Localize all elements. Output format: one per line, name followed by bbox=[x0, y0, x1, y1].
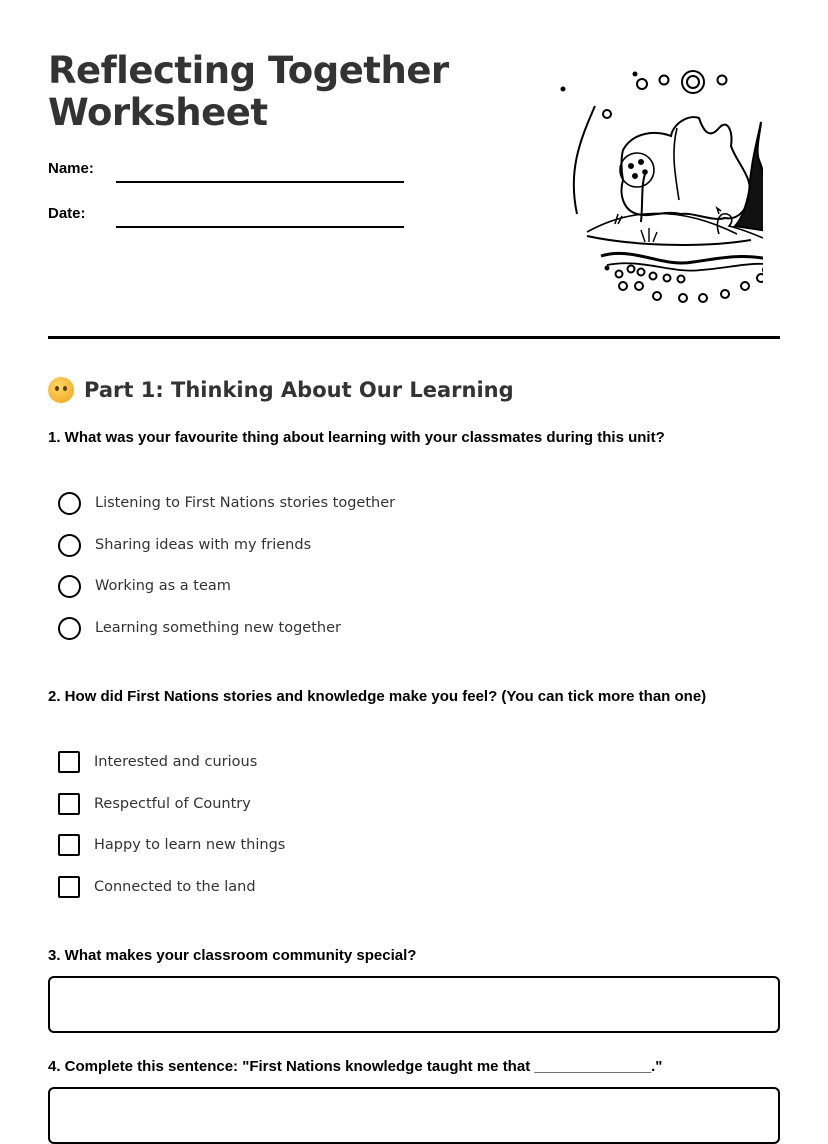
q2-option[interactable] bbox=[58, 750, 257, 774]
q3-answer-box[interactable] bbox=[48, 976, 780, 1033]
header-divider bbox=[48, 336, 780, 339]
checkbox[interactable] bbox=[58, 793, 80, 815]
q2-option[interactable] bbox=[58, 792, 251, 816]
name-field-row bbox=[48, 160, 408, 190]
worksheet-page bbox=[48, 0, 780, 1118]
option-label: Sharing ideas with my friends bbox=[95, 537, 312, 553]
question-1: 1. What was your favourite thing about learning with your classmates during this unit? bbox=[48, 429, 665, 446]
option-label: Respectful of Country bbox=[94, 796, 251, 812]
checkbox[interactable] bbox=[58, 834, 80, 856]
option-label: Working as a team bbox=[95, 578, 231, 594]
option-label: Listening to First Nations stories together bbox=[95, 495, 396, 511]
name-field[interactable] bbox=[116, 181, 404, 183]
q2-option[interactable] bbox=[58, 833, 285, 857]
country-landscape-illustration bbox=[523, 62, 763, 312]
option-label: Connected to the land bbox=[94, 879, 256, 895]
date-field-row bbox=[48, 205, 408, 235]
option-label: Happy to learn new things bbox=[94, 837, 286, 853]
thinking-face-icon bbox=[48, 377, 74, 403]
option-label: Learning something new together bbox=[95, 620, 341, 636]
question-4: 4. Complete this sentence: "First Nations knowledge taught me that ______________." bbox=[48, 1058, 663, 1075]
date-label: Date: bbox=[48, 205, 86, 222]
q4-answer-box[interactable] bbox=[48, 1087, 780, 1144]
radio-button[interactable] bbox=[58, 575, 81, 598]
radio-button[interactable] bbox=[58, 492, 81, 515]
worksheet-title bbox=[48, 50, 468, 134]
part1-heading bbox=[48, 375, 514, 405]
radio-button[interactable] bbox=[58, 534, 81, 557]
q1-option[interactable] bbox=[58, 616, 341, 640]
date-field[interactable] bbox=[116, 226, 404, 228]
question-2: 2. How did First Nations stories and knowledge make you feel? (You can tick more than one) bbox=[48, 688, 707, 705]
radio-button[interactable] bbox=[58, 617, 81, 640]
option-label: Interested and curious bbox=[94, 754, 258, 770]
name-label: Name: bbox=[48, 160, 94, 177]
title-line-2: Worksheet bbox=[48, 91, 268, 134]
checkbox[interactable] bbox=[58, 876, 80, 898]
part1-heading-text: Part 1: Thinking About Our Learning bbox=[84, 378, 514, 402]
checkbox[interactable] bbox=[58, 751, 80, 773]
question-3: 3. What makes your classroom community special? bbox=[48, 947, 417, 964]
q2-option[interactable] bbox=[58, 875, 256, 899]
q1-option[interactable] bbox=[58, 491, 395, 515]
title-line-1: Reflecting Together bbox=[48, 49, 449, 92]
q1-option[interactable] bbox=[58, 574, 231, 598]
q1-option[interactable] bbox=[58, 533, 311, 557]
